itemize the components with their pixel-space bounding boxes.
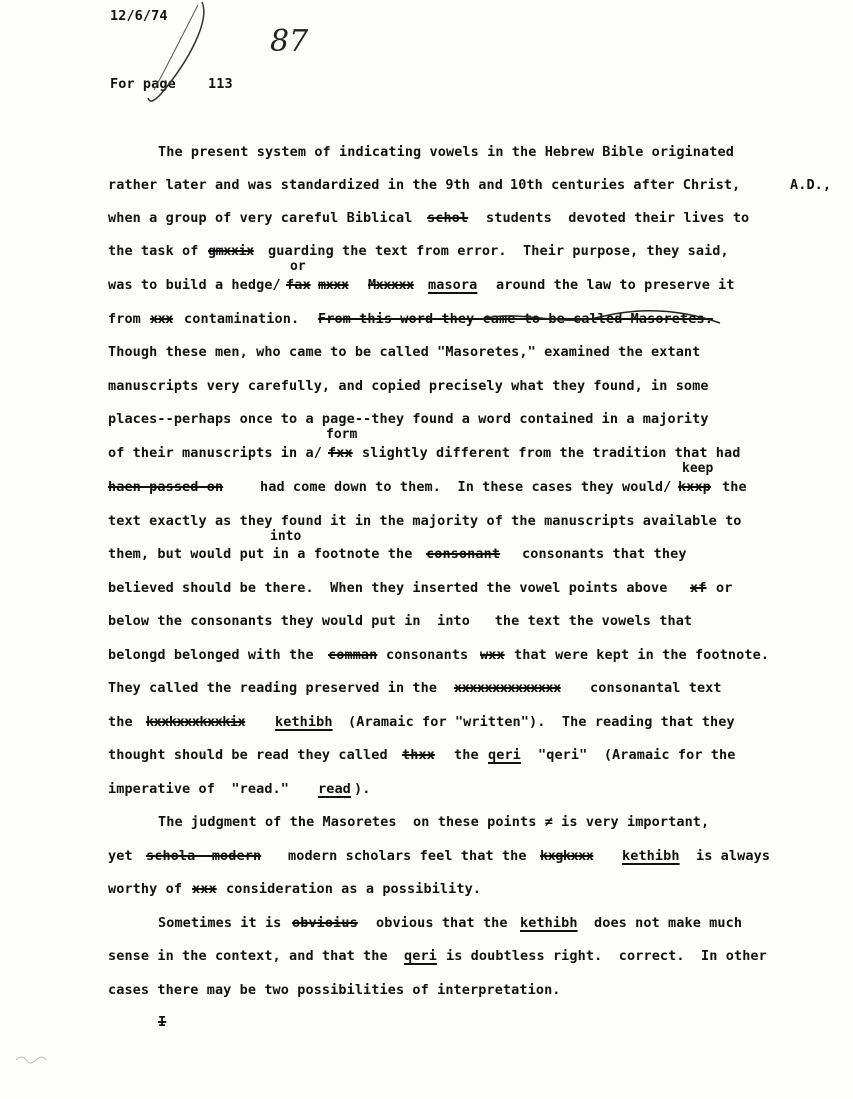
- text-line-6a: from: [108, 311, 141, 327]
- text-line-22f: is always: [696, 848, 771, 864]
- underlined-term: read: [318, 781, 351, 797]
- text-line-3a: when a group of very careful Biblical: [108, 210, 413, 226]
- underlined-term: kethibh: [520, 915, 578, 931]
- text-line-25c: is doubtless right. correct. In other: [446, 948, 767, 964]
- text-line-18d: (Aramaic for "written"). The reading that they: [348, 714, 735, 730]
- text-line-10a: of their manuscripts in a/: [108, 445, 322, 461]
- struck-phrase: schola modern: [146, 848, 262, 864]
- insertion-or: or: [290, 259, 306, 274]
- text-line-24a: Sometimes it is: [158, 915, 282, 931]
- text-line-25a: sense in the context, and that the: [108, 948, 388, 964]
- text-line-23a: worthy of: [108, 881, 183, 897]
- text-line-16e: that were kept in the footnote.: [514, 647, 770, 663]
- text-line-5a: was to build a hedge/: [108, 277, 281, 293]
- handwritten-page-number: 87: [270, 24, 309, 59]
- text-line-5f: around the law to preserve it: [496, 277, 735, 293]
- insertion-form: form: [326, 427, 358, 442]
- struck-word: Mxxxxx: [368, 277, 414, 293]
- for-page-label: For page: [110, 76, 176, 92]
- struck-word: xxx: [150, 311, 173, 327]
- text-line-10c: slightly different from the tradition that had: [362, 445, 741, 461]
- text-line-24c: obvious that the: [376, 915, 508, 931]
- struck-word: wxx: [480, 647, 505, 663]
- underlined-term: qeri: [488, 747, 521, 763]
- struck-word: xxx: [192, 881, 217, 897]
- struck-word: comman: [328, 647, 378, 663]
- struck-word: gmxxix: [208, 243, 254, 259]
- scan-smudge-icon: [14, 1050, 54, 1070]
- text-line-16c: consonants: [386, 647, 469, 663]
- struck-word: schol: [427, 210, 469, 226]
- struck-word: fxx: [328, 445, 353, 461]
- date-stamp: 12/6/74: [110, 8, 168, 24]
- text-line-20a: imperative of "read.": [108, 781, 290, 797]
- text-line-3c: students devoted their lives to: [486, 210, 750, 226]
- insertion-keep: keep: [682, 461, 714, 476]
- text-line-8: manuscripts very carefully, and copied precisely what they found, in some: [108, 378, 709, 394]
- text-line-19a: thought should be read they called: [108, 747, 388, 763]
- struck-word: xf: [690, 580, 707, 596]
- text-line-23c: consideration as a possibility.: [226, 881, 482, 897]
- text-line-13c: consonants that they: [522, 546, 687, 562]
- struck-phrase: haen passed on: [108, 479, 224, 495]
- struck-word: consonant: [426, 546, 501, 562]
- struck-word: kxxp: [678, 479, 711, 495]
- insertion-into: into: [270, 529, 302, 544]
- stray-character: I: [158, 1014, 167, 1030]
- text-line-1: The present system of indicating vowels in the Hebrew Bible originated: [158, 144, 734, 160]
- struck-word: fax: [286, 277, 311, 293]
- text-line-2b: 10th centuries after Christ,: [510, 177, 741, 193]
- struck-word: xxxxxxxxxxxxxx: [454, 680, 561, 696]
- text-line-6c: contamination.: [184, 311, 300, 327]
- text-line-22a: yet: [108, 848, 133, 864]
- text-line-11b: had come down to them. In these cases they would/: [260, 479, 672, 495]
- struck-sentence: From this word they came to be called Masoretes.: [318, 311, 713, 327]
- text-line-16a: belongd belonged with the: [108, 647, 314, 663]
- text-line-24e: does not make much: [594, 915, 743, 931]
- text-line-22c: modern scholars feel that the: [288, 848, 527, 864]
- text-line-12: text exactly as they found it in the majority of the manuscripts available to: [108, 513, 742, 529]
- text-line-20c: ).: [354, 781, 371, 797]
- text-line-18a: the: [108, 714, 133, 730]
- text-line-4c: guarding the text from error. Their purpose, they said,: [268, 243, 729, 259]
- text-line-21: The judgment of the Masoretes on these points ≠ is very important,: [158, 814, 710, 830]
- struck-word: kxxkxxxkxxkix: [146, 714, 246, 730]
- text-line-19e: "qeri" (Aramaic for the: [538, 747, 736, 763]
- text-line-9: places--perhaps once to a page--they found a word contained in a majority: [108, 411, 709, 427]
- text-line-19c: the: [454, 747, 479, 763]
- text-line-17c: consonantal text: [590, 680, 722, 696]
- text-line-13a: them, but would put in a footnote the: [108, 546, 413, 562]
- text-line-2a: rather later and was standardized in the 9th and: [108, 177, 503, 193]
- struck-word: thxx: [402, 747, 435, 763]
- struck-word: kxgkxxx: [540, 848, 594, 864]
- text-line-14a: believed should be there. When they inserted the vowel points above: [108, 580, 668, 596]
- pencil-stroke-icon: [140, 0, 220, 110]
- underlined-term: qeri: [404, 948, 437, 964]
- underlined-term: kethibh: [275, 714, 333, 730]
- text-line-11d: the: [722, 479, 747, 495]
- text-line-17a: They called the reading preserved in the: [108, 680, 438, 696]
- struck-word: mxxx: [318, 277, 349, 293]
- text-line-2c: A.D.,: [790, 177, 832, 193]
- text-line-14c: or: [716, 580, 733, 596]
- text-line-26: cases there may be two possibilities of interpretation.: [108, 982, 561, 998]
- wavy-strike-icon: [480, 305, 730, 333]
- text-line-4a: the task of: [108, 243, 199, 259]
- underlined-term: kethibh: [622, 848, 680, 864]
- underlined-term: masora: [428, 277, 478, 293]
- struck-word: obvioius: [292, 915, 358, 931]
- text-line-7: Though these men, who came to be called "Masoretes," examined the extant: [108, 344, 701, 360]
- text-line-15: below the consonants they would put in into the text the vowels that: [108, 613, 693, 629]
- for-page-number: 113: [208, 76, 233, 92]
